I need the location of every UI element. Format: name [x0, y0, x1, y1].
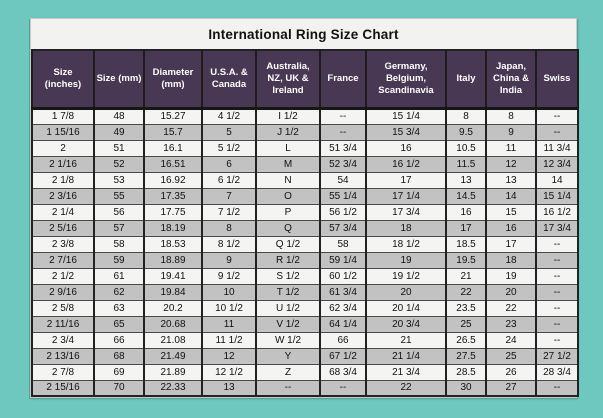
- table-row: [32, 268, 578, 284]
- table-cell: 66: [320, 332, 366, 348]
- table-cell: --: [536, 332, 578, 348]
- table-cell: 21: [366, 332, 446, 348]
- table-row: [32, 172, 578, 188]
- title-bar: [31, 19, 576, 49]
- table-cell: 66: [94, 332, 144, 348]
- table-cell: 25: [446, 316, 486, 332]
- table-cell: 6 1/2: [202, 172, 256, 188]
- table-cell: 23.5: [446, 300, 486, 316]
- table-cell: 55: [94, 188, 144, 204]
- table-cell: 58: [320, 236, 366, 252]
- table-cell: 20 3/4: [366, 316, 446, 332]
- table-cell: 18.89: [144, 252, 202, 268]
- table-cell: 2 3/16: [32, 188, 94, 204]
- table-cell: 2 9/16: [32, 284, 94, 300]
- table-cell: 19: [366, 252, 446, 268]
- table-cell: 20 1/4: [366, 300, 446, 316]
- table-cell: 15 3/4: [366, 124, 446, 140]
- table-cell: 15 1/4: [366, 108, 446, 124]
- table-cell: 68 3/4: [320, 364, 366, 380]
- table-cell: S 1/2: [256, 268, 320, 284]
- table-cell: 57: [94, 220, 144, 236]
- table-cell: R 1/2: [256, 252, 320, 268]
- table-cell: 15.7: [144, 124, 202, 140]
- table-cell: 18.5: [446, 236, 486, 252]
- table-cell: 11 1/2: [202, 332, 256, 348]
- table-cell: V 1/2: [256, 316, 320, 332]
- table-cell: 4 1/2: [202, 108, 256, 124]
- table-row: [32, 220, 578, 236]
- table-cell: J 1/2: [256, 124, 320, 140]
- table-cell: 19.5: [446, 252, 486, 268]
- table-cell: 2 1/2: [32, 268, 94, 284]
- table-row: [32, 364, 578, 380]
- table-row: [32, 252, 578, 268]
- table-cell: 17.75: [144, 204, 202, 220]
- table-cell: 20: [366, 284, 446, 300]
- table-cell: 2 5/16: [32, 220, 94, 236]
- table-cell: 17.35: [144, 188, 202, 204]
- table-cell: O: [256, 188, 320, 204]
- table-cell: 23: [486, 316, 536, 332]
- column-header: Diameter (mm): [144, 50, 202, 108]
- table-cell: 26.5: [446, 332, 486, 348]
- table-cell: Q: [256, 220, 320, 236]
- column-header: Germany, Belgium, Scandinavia: [366, 50, 446, 108]
- table-row: [32, 140, 578, 156]
- table-cell: 16: [366, 140, 446, 156]
- table-cell: 18: [486, 252, 536, 268]
- table-cell: 65: [94, 316, 144, 332]
- table-cell: 7: [202, 188, 256, 204]
- table-cell: 59 1/4: [320, 252, 366, 268]
- table-cell: 8 1/2: [202, 236, 256, 252]
- table-cell: 19: [486, 268, 536, 284]
- table-cell: 52: [94, 156, 144, 172]
- column-header: Swiss: [536, 50, 578, 108]
- ring-size-table: [31, 49, 579, 397]
- table-row: [32, 348, 578, 364]
- table-cell: 13: [446, 172, 486, 188]
- table-cell: 16: [446, 204, 486, 220]
- table-cell: 12 3/4: [536, 156, 578, 172]
- table-cell: 14: [536, 172, 578, 188]
- table-cell: 49: [94, 124, 144, 140]
- table-cell: 18.19: [144, 220, 202, 236]
- table-cell: --: [536, 268, 578, 284]
- table-cell: 56: [94, 204, 144, 220]
- table-cell: 10: [202, 284, 256, 300]
- table-cell: L: [256, 140, 320, 156]
- page-title: International Ring Size Chart: [208, 26, 399, 42]
- table-cell: 1 15/16: [32, 124, 94, 140]
- table-cell: 2 7/8: [32, 364, 94, 380]
- table-cell: 16: [486, 220, 536, 236]
- table-cell: 62 3/4: [320, 300, 366, 316]
- table-cell: 15 1/4: [536, 188, 578, 204]
- table-cell: N: [256, 172, 320, 188]
- table-cell: 58: [94, 236, 144, 252]
- table-cell: U 1/2: [256, 300, 320, 316]
- table-cell: 27 1/2: [536, 348, 578, 364]
- table-cell: 21: [446, 268, 486, 284]
- table-cell: --: [536, 108, 578, 124]
- table-cell: 1 7/8: [32, 108, 94, 124]
- column-header: Japan, China & India: [486, 50, 536, 108]
- table-cell: 20: [486, 284, 536, 300]
- table-row: [32, 380, 578, 396]
- table-cell: 16 1/2: [366, 156, 446, 172]
- table-cell: 8: [446, 108, 486, 124]
- table-cell: 5 1/2: [202, 140, 256, 156]
- table-cell: 26: [486, 364, 536, 380]
- table-cell: 64 1/4: [320, 316, 366, 332]
- table-cell: P: [256, 204, 320, 220]
- table-cell: 48: [94, 108, 144, 124]
- table-cell: 24: [486, 332, 536, 348]
- table-cell: 9 1/2: [202, 268, 256, 284]
- table-body: [32, 108, 578, 396]
- table-cell: Z: [256, 364, 320, 380]
- table-cell: 27.5: [446, 348, 486, 364]
- table-cell: 2 5/8: [32, 300, 94, 316]
- table-cell: 21 1/4: [366, 348, 446, 364]
- table-cell: 17: [366, 172, 446, 188]
- table-cell: 30: [446, 380, 486, 396]
- table-cell: 9: [202, 252, 256, 268]
- table-cell: --: [536, 124, 578, 140]
- table-cell: --: [320, 108, 366, 124]
- table-cell: 2 1/8: [32, 172, 94, 188]
- table-cell: 2 1/16: [32, 156, 94, 172]
- table-cell: --: [536, 236, 578, 252]
- table-cell: 51 3/4: [320, 140, 366, 156]
- table-row: [32, 204, 578, 220]
- table-cell: 22: [446, 284, 486, 300]
- table-cell: --: [536, 284, 578, 300]
- table-row: [32, 316, 578, 332]
- table-cell: 60 1/2: [320, 268, 366, 284]
- column-header: U.S.A. & Canada: [202, 50, 256, 108]
- table-cell: 6: [202, 156, 256, 172]
- table-row: [32, 124, 578, 140]
- table-row: [32, 188, 578, 204]
- table-cell: 10.5: [446, 140, 486, 156]
- table-cell: 63: [94, 300, 144, 316]
- table-cell: --: [320, 124, 366, 140]
- table-cell: 62: [94, 284, 144, 300]
- table-cell: --: [536, 252, 578, 268]
- table-cell: 21.89: [144, 364, 202, 380]
- table-row: [32, 284, 578, 300]
- table-cell: 61 3/4: [320, 284, 366, 300]
- table-cell: 12: [202, 348, 256, 364]
- table-cell: 11: [486, 140, 536, 156]
- table-cell: 12 1/2: [202, 364, 256, 380]
- table-cell: 16.92: [144, 172, 202, 188]
- table-cell: 22: [366, 380, 446, 396]
- table-cell: 68: [94, 348, 144, 364]
- table-cell: 8: [486, 108, 536, 124]
- table-cell: --: [536, 316, 578, 332]
- table-cell: 16 1/2: [536, 204, 578, 220]
- table-cell: 17 3/4: [366, 204, 446, 220]
- table-cell: 10 1/2: [202, 300, 256, 316]
- table-cell: 11.5: [446, 156, 486, 172]
- table-cell: 27: [486, 380, 536, 396]
- table-cell: 18 1/2: [366, 236, 446, 252]
- table-row: [32, 332, 578, 348]
- table-cell: 28.5: [446, 364, 486, 380]
- table-cell: 18: [366, 220, 446, 236]
- table-cell: 16.51: [144, 156, 202, 172]
- table-cell: Q 1/2: [256, 236, 320, 252]
- column-header: Australia, NZ, UK & Ireland: [256, 50, 320, 108]
- table-cell: W 1/2: [256, 332, 320, 348]
- table-row: [32, 300, 578, 316]
- table-cell: 51: [94, 140, 144, 156]
- table-cell: 21.08: [144, 332, 202, 348]
- table-cell: 2 13/16: [32, 348, 94, 364]
- table-cell: 2 11/16: [32, 316, 94, 332]
- table-cell: 22: [486, 300, 536, 316]
- table-cell: 2 1/4: [32, 204, 94, 220]
- table-cell: 16.1: [144, 140, 202, 156]
- table-cell: 25: [486, 348, 536, 364]
- table-row: [32, 236, 578, 252]
- table-cell: 13: [486, 172, 536, 188]
- table-cell: 70: [94, 380, 144, 396]
- column-header: France: [320, 50, 366, 108]
- table-cell: 2 7/16: [32, 252, 94, 268]
- table-cell: 2 3/8: [32, 236, 94, 252]
- table-cell: T 1/2: [256, 284, 320, 300]
- table-cell: M: [256, 156, 320, 172]
- table-cell: 19 1/2: [366, 268, 446, 284]
- table-cell: 7 1/2: [202, 204, 256, 220]
- table-cell: 20.68: [144, 316, 202, 332]
- table-cell: 17: [486, 236, 536, 252]
- table-cell: 17: [446, 220, 486, 236]
- table-row: [32, 156, 578, 172]
- table-cell: 9: [486, 124, 536, 140]
- table-cell: 17 1/4: [366, 188, 446, 204]
- table-cell: 59: [94, 252, 144, 268]
- table-cell: 52 3/4: [320, 156, 366, 172]
- table-cell: 57 3/4: [320, 220, 366, 236]
- table-cell: 17 3/4: [536, 220, 578, 236]
- table-cell: 56 1/2: [320, 204, 366, 220]
- table-cell: 22.33: [144, 380, 202, 396]
- column-header: Size (inches): [32, 50, 94, 108]
- table-cell: 28 3/4: [536, 364, 578, 380]
- table-cell: 21 3/4: [366, 364, 446, 380]
- table-cell: 20.2: [144, 300, 202, 316]
- table-cell: 61: [94, 268, 144, 284]
- table-cell: 12: [486, 156, 536, 172]
- table-cell: 15.27: [144, 108, 202, 124]
- table-row: [32, 108, 578, 124]
- column-header: Size (mm): [94, 50, 144, 108]
- table-cell: 19.84: [144, 284, 202, 300]
- chart-panel: [30, 18, 577, 398]
- table-cell: 2 3/4: [32, 332, 94, 348]
- table-cell: 18.53: [144, 236, 202, 252]
- table-cell: 13: [202, 380, 256, 396]
- table-cell: --: [320, 380, 366, 396]
- column-header: Italy: [446, 50, 486, 108]
- table-cell: Y: [256, 348, 320, 364]
- table-cell: --: [536, 300, 578, 316]
- table-cell: 2 15/16: [32, 380, 94, 396]
- table-cell: 53: [94, 172, 144, 188]
- table-cell: 54: [320, 172, 366, 188]
- table-cell: 8: [202, 220, 256, 236]
- table-cell: 9.5: [446, 124, 486, 140]
- table-cell: 11 3/4: [536, 140, 578, 156]
- table-cell: 14: [486, 188, 536, 204]
- table-cell: --: [256, 380, 320, 396]
- table-cell: 11: [202, 316, 256, 332]
- table-cell: --: [536, 380, 578, 396]
- table-cell: 15: [486, 204, 536, 220]
- table-cell: 5: [202, 124, 256, 140]
- table-cell: 2: [32, 140, 94, 156]
- table-cell: 14.5: [446, 188, 486, 204]
- table-cell: 67 1/2: [320, 348, 366, 364]
- table-cell: 55 1/4: [320, 188, 366, 204]
- table-header-row: [32, 50, 578, 108]
- table-cell: 69: [94, 364, 144, 380]
- table-cell: 21.49: [144, 348, 202, 364]
- table-cell: I 1/2: [256, 108, 320, 124]
- table-cell: 19.41: [144, 268, 202, 284]
